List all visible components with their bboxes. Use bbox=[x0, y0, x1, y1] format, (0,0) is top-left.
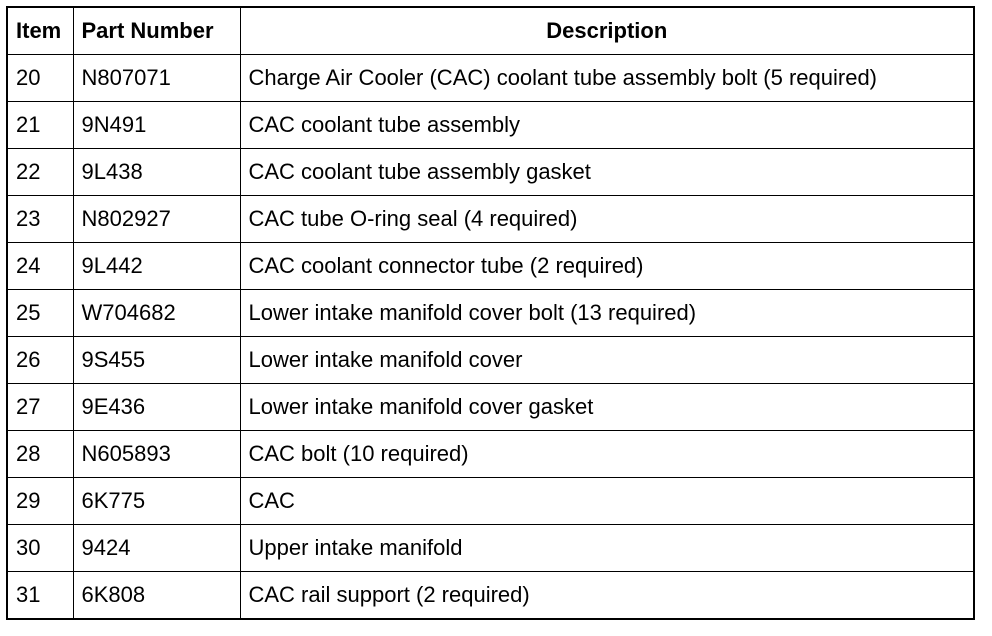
cell-item: 30 bbox=[7, 525, 73, 572]
cell-description: CAC bolt (10 required) bbox=[240, 431, 974, 478]
cell-description: Upper intake manifold bbox=[240, 525, 974, 572]
cell-item: 31 bbox=[7, 572, 73, 620]
table-row bbox=[7, 290, 974, 337]
cell-part-number: 9L438 bbox=[73, 149, 240, 196]
cell-part-number: 9E436 bbox=[73, 384, 240, 431]
cell-description: Lower intake manifold cover gasket bbox=[240, 384, 974, 431]
cell-item: 20 bbox=[7, 55, 73, 102]
table-row bbox=[7, 243, 974, 290]
cell-item: 28 bbox=[7, 431, 73, 478]
cell-part-number: 6K808 bbox=[73, 572, 240, 620]
table-row bbox=[7, 384, 974, 431]
table-row bbox=[7, 478, 974, 525]
cell-part-number: 6K775 bbox=[73, 478, 240, 525]
cell-item: 24 bbox=[7, 243, 73, 290]
cell-description: Charge Air Cooler (CAC) coolant tube assembly bolt (5 required) bbox=[240, 55, 974, 102]
cell-part-number: W704682 bbox=[73, 290, 240, 337]
cell-item: 21 bbox=[7, 102, 73, 149]
cell-part-number: 9N491 bbox=[73, 102, 240, 149]
header-item: Item bbox=[7, 7, 73, 55]
cell-description: Lower intake manifold cover bbox=[240, 337, 974, 384]
table-row bbox=[7, 149, 974, 196]
cell-part-number: 9L442 bbox=[73, 243, 240, 290]
cell-description: CAC rail support (2 required) bbox=[240, 572, 974, 620]
cell-description: Lower intake manifold cover bolt (13 required) bbox=[240, 290, 974, 337]
cell-description: CAC coolant tube assembly bbox=[240, 102, 974, 149]
header-part-number: Part Number bbox=[73, 7, 240, 55]
cell-item: 27 bbox=[7, 384, 73, 431]
table-row bbox=[7, 525, 974, 572]
cell-description: CAC bbox=[240, 478, 974, 525]
cell-item: 26 bbox=[7, 337, 73, 384]
table-row bbox=[7, 431, 974, 478]
table-header bbox=[7, 7, 974, 55]
table-row bbox=[7, 337, 974, 384]
cell-part-number: 9S455 bbox=[73, 337, 240, 384]
cell-part-number: N802927 bbox=[73, 196, 240, 243]
table-row bbox=[7, 572, 974, 620]
cell-description: CAC tube O-ring seal (4 required) bbox=[240, 196, 974, 243]
cell-description: CAC coolant connector tube (2 required) bbox=[240, 243, 974, 290]
header-row bbox=[7, 7, 974, 55]
header-description: Description bbox=[240, 7, 974, 55]
table-row bbox=[7, 196, 974, 243]
cell-item: 29 bbox=[7, 478, 73, 525]
cell-part-number: 9424 bbox=[73, 525, 240, 572]
cell-part-number: N807071 bbox=[73, 55, 240, 102]
table-row bbox=[7, 55, 974, 102]
parts-table bbox=[6, 6, 975, 620]
table-row bbox=[7, 102, 974, 149]
cell-item: 25 bbox=[7, 290, 73, 337]
table-body bbox=[7, 55, 974, 620]
cell-item: 22 bbox=[7, 149, 73, 196]
cell-part-number: N605893 bbox=[73, 431, 240, 478]
cell-description: CAC coolant tube assembly gasket bbox=[240, 149, 974, 196]
cell-item: 23 bbox=[7, 196, 73, 243]
